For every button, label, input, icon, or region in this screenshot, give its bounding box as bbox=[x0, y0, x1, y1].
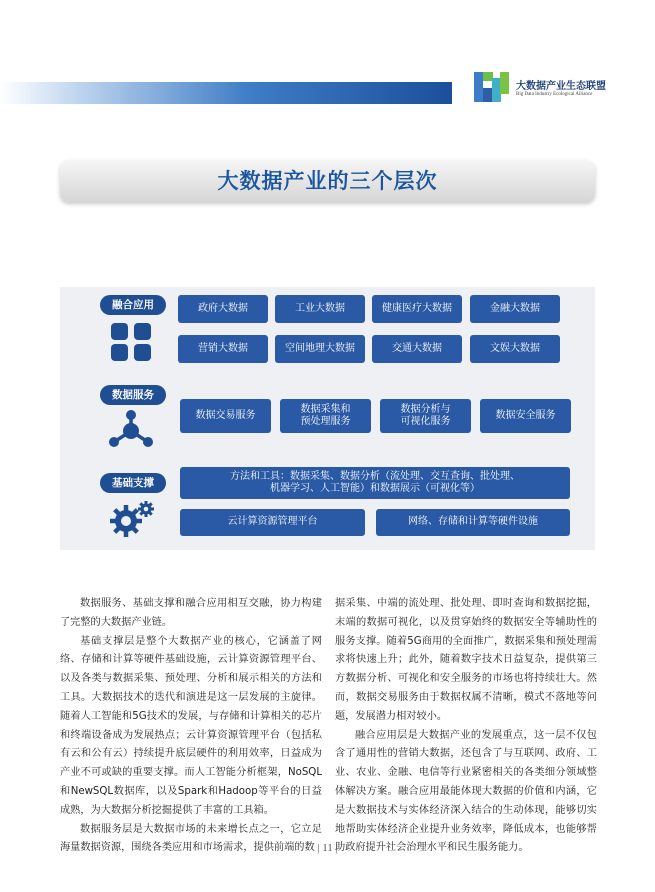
app-box-industry: 工业大数据 bbox=[275, 295, 365, 323]
paragraph: 据采集、中端的流处理、批处理、即时查询和数据挖掘，末端的数据可视化，以及贯穿始终的数据安全等辅助性的服务支撑。随着5G商用的全面推广，数据采集和预处理需求将快速上升；此外，随着数字技术日益复杂，提供第三方数据分析、可视化和安全服务的市场也将持续壮大。然而，数据交易服务由于数据权属不清晰，模式不落地等问题，发展潜力相对较小。 bbox=[335, 598, 597, 722]
service-box-analysis: 数据分析与 可视化服务 bbox=[380, 399, 471, 433]
three-layers-diagram bbox=[60, 287, 595, 550]
service-box-collection: 数据采集和 预处理服务 bbox=[280, 399, 371, 433]
page-number: | 11 | bbox=[317, 842, 338, 854]
body-column-right bbox=[335, 595, 597, 858]
network-nodes-icon bbox=[105, 409, 157, 449]
alliance-name-cn: 大数据产业生态联盟 bbox=[516, 81, 606, 92]
layer-label-data-service: 数据服务 bbox=[100, 385, 166, 405]
alliance-name-en: Big Data Industry Ecological Alliance bbox=[516, 92, 593, 97]
layer-label-infrastructure: 基础支撑 bbox=[100, 473, 166, 493]
app-box-marketing: 营销大数据 bbox=[178, 335, 268, 363]
app-box-transport: 交通大数据 bbox=[372, 335, 462, 363]
paragraph: 数据服务、基础支撑和融合应用相互交融，协力构建了完整的大数据产业链。 bbox=[60, 598, 322, 628]
layer-label-fusion: 融合应用 bbox=[100, 295, 166, 315]
app-box-government: 政府大数据 bbox=[178, 295, 268, 323]
alliance-logo-icon bbox=[472, 68, 512, 108]
hardware-infra-box: 网络、存储和计算等硬件设施 bbox=[376, 509, 570, 536]
methods-tools-box: 方法和工具：数据采集、数据分析（流处理、交互查询、批处理、 机器学习、人工智能）和数据展示（可视化等） bbox=[180, 467, 570, 499]
body-column-left bbox=[60, 595, 322, 858]
app-box-health: 健康医疗大数据 bbox=[372, 295, 462, 323]
paragraph: 数据服务层是大数据市场的未来增长点之一，它立足海量数据资源，围绕各类应用和市场需求，提供前端的数 bbox=[60, 823, 322, 854]
four-squares-icon bbox=[108, 322, 154, 362]
header-gradient-bar bbox=[0, 82, 452, 104]
gears-icon bbox=[108, 497, 158, 541]
app-box-entertainment: 文娱大数据 bbox=[470, 335, 560, 363]
app-box-geospatial: 空间地理大数据 bbox=[275, 335, 365, 363]
cloud-platform-box: 云计算资源管理平台 bbox=[180, 509, 365, 536]
page-title: 大数据产业的三个层次 bbox=[217, 169, 438, 193]
service-box-trading: 数据交易服务 bbox=[180, 399, 271, 433]
service-box-security: 数据安全服务 bbox=[480, 399, 571, 433]
paragraph: 基础支撑层是整个大数据产业的核心，它涵盖了网络、存储和计算等硬件基础设施，云计算资源管理平台、以及各类与数据采集、预处理、分析和展示相关的方法和工具。大数据技术的迭代和演进是这一层发展的主旋律。随着人工智能和5G技术的发展，与存储和计算相关的芯片和终端设备成为发展热点；云计算资源管理平台（包括私有云和公有云）持续提升底层硬件的利用效率，日益成为产业不可或缺的重要支撑。而人工智能分析框架，NoSQL和NewSQL数据库，以及Spark和Hadoop等平台的日益成熟，为大数据分析挖掘提供了丰富的工具箱。 bbox=[60, 635, 322, 816]
paragraph: 融合应用层是大数据产业的发展重点，这一层不仅包含了通用性的营销大数据，还包含了与互联网、政府、工业、农业、金融、电信等行业紧密相关的各类细分领域整体解决方案。融合应用最能体现大数据的价值和内涵，它是大数据技术与实体经济深入结合的生动体现，能够切实地帮助实体经济企业提升业务效率，降低成本，也能够帮助政府提升社会治理水平和民生服务能力。 bbox=[335, 729, 597, 854]
app-box-finance: 金融大数据 bbox=[470, 295, 560, 323]
